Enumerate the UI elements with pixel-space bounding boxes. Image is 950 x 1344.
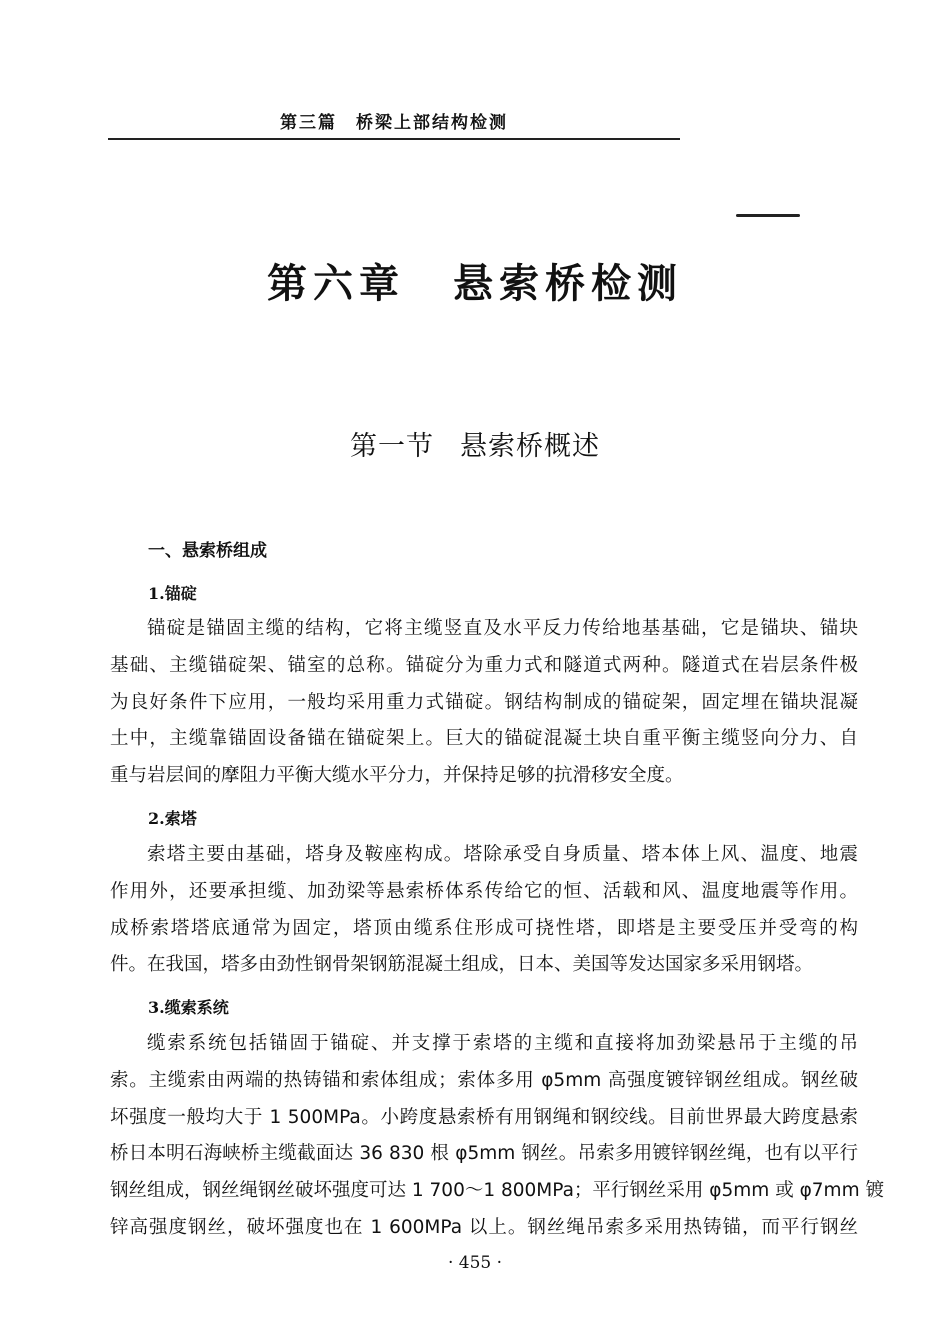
text-line: 索。主缆索由两端的热铸锚和索体组成；索体多用 φ5mm 高强度镀锌钢丝组成。钢丝破 [110,1069,858,1091]
chapter-name: 悬索桥检测 [453,260,683,307]
text-line: 索塔主要由基础，塔身及鞍座构成。塔除承受自身质量、塔本体上风、温度、地震 [147,844,858,865]
section-number: 第一节 [350,431,434,462]
text-line: 缆索系统包括锚固于锚碇、并支撑于索塔的主缆和直接将加劲梁悬吊于主缆的吊 [147,1033,858,1054]
text-line: 坏强度一般均大于 1 500MPa。小跨度悬索桥有用钢绳和钢绞线。目前世界最大跨度悬索 [110,1106,858,1128]
section-name: 悬索桥概述 [460,431,600,462]
section-title [0,424,950,463]
text-line: 重与岩层间的摩阻力平衡大缆水平分力，并保持足够的抗滑移安全度。 [110,765,684,787]
text-line: 锚碇是锚固主缆的结构，它将主缆竖直及水平反力传给地基基础，它是锚块、锚块 [147,618,858,639]
text-line: 作用外，还要承担缆、加劲梁等悬索桥体系传给它的恒、活载和风、温度地震等作用。 [110,880,858,902]
subheading-tower: 2.索塔 [148,809,197,828]
chapter-number: 第六章 [267,260,405,307]
running-header: 第三篇 桥梁上部结构检测 [280,113,508,133]
text-line: 锌高强度钢丝，破坏强度也在 1 600MPa 以上。钢丝绳吊索多采用热铸锚，而平行钢丝 [110,1216,858,1238]
header-rule [108,138,680,140]
text-line: 钢丝组成，钢丝绳钢丝破坏强度可达 1 700～1 800MPa；平行钢丝采用 φ5mm 或 φ7mm 镀 [110,1180,884,1202]
subheading-cable-system: 3.缆索系统 [148,998,229,1017]
chapter-title [0,252,950,309]
paragraph-cable-system [110,1026,884,1247]
paragraph-anchorage [110,611,858,795]
corner-mark [736,214,800,217]
page-number: · 455 · [447,1253,503,1273]
subheading-anchorage: 1.锚碇 [148,584,197,603]
paragraph-tower [110,837,858,984]
text-line: 桥日本明石海峡桥主缆截面达 36 830 根 φ5mm 钢丝。吊索多用镀锌钢丝绳，也有以平行 [110,1143,858,1165]
heading-composition: 一、悬索桥组成 [148,541,267,561]
text-line: 为良好条件下应用，一般均采用重力式锚碇。钢结构制成的锚碇架，固定埋在锚块混凝 [110,691,858,713]
text-line: 成桥索塔塔底通常为固定，塔顶由缆系住形成可挠性塔，即塔是主要受压并受弯的构 [110,917,858,939]
text-line: 件。在我国，塔多由劲性钢骨架钢筋混凝土组成，日本、美国等发达国家多采用钢塔。 [110,954,814,976]
text-line: 基础、主缆锚碇架、锚室的总称。锚碇分为重力式和隧道式两种。隧道式在岩层条件极 [110,654,858,676]
text-line: 土中，主缆靠锚固设备锚在锚碇架上。巨大的锚碇混凝土块自重平衡主缆竖向分力、自 [110,728,858,750]
